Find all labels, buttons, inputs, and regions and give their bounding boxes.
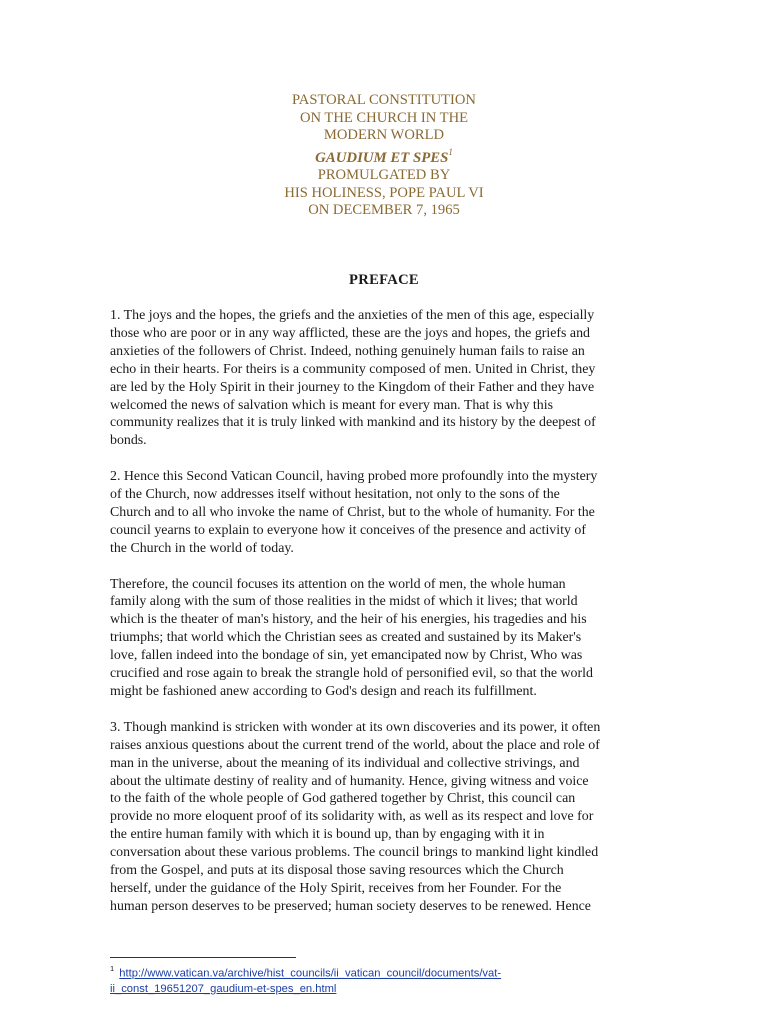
paragraph-line: about the ultimate destiny of reality and of humanity. Hence, giving witness and voice: [110, 773, 589, 789]
footnote-link-continuation[interactable]: ii_const_19651207_gaudium-et-spes_en.html: [110, 982, 337, 995]
body-text: [110, 307, 660, 916]
paragraph-line: raises anxious questions about the current trend of the world, about the place and role of: [110, 737, 600, 753]
latin-title: [0, 145, 768, 168]
paragraph-line: to the faith of the whole people of God gathered together by Christ, this council can: [110, 791, 576, 807]
paragraph: [110, 468, 660, 558]
paragraph: [110, 576, 660, 701]
paragraph-line: triumphs; that world which the Christian sees as created and sustained by its Maker's: [110, 630, 582, 646]
footnote-marker: 1: [110, 964, 115, 973]
paragraph-line: 2. Hence this Second Vatican Council, having probed more profoundly into the mystery: [110, 469, 598, 485]
paragraph-line: 1. The joys and the hopes, the griefs and the anxieties of the men of this age, especially: [110, 308, 595, 323]
title-line-5: PROMULGATED BY: [317, 167, 451, 184]
title-line-7: ON DECEMBER 7, 1965: [308, 202, 460, 219]
title-line-6: HIS HOLINESS, POPE PAUL VI: [284, 184, 484, 201]
latin-title-text: GAUDIUM ET SPES: [315, 149, 449, 166]
paragraph: [110, 719, 660, 916]
footnote-line-2: [110, 982, 670, 997]
paragraph: [110, 307, 660, 450]
paragraph-line: conversation about these various problems. The council brings to mankind light kindled: [110, 845, 599, 861]
paragraph-line: community realizes that it is truly linked with mankind and its history by the deepest of: [110, 415, 596, 431]
footnote: [110, 962, 670, 997]
paragraph-line: man in the universe, about the meaning of its individual and collective strivings, and: [110, 755, 580, 771]
paragraph-line: Therefore, the council focuses its attention on the world of men, the whole human: [110, 576, 566, 592]
paragraph-line: council yearns to explain to everyone how it conceives of the presence and activity of: [110, 522, 586, 538]
title-line-3: MODERN WORLD: [323, 127, 445, 144]
footnote-divider: [110, 957, 296, 958]
paragraph-line: which is the theater of man's history, and the heir of his energies, his tragedies and his: [110, 612, 587, 628]
paragraph-line: herself, under the guidance of the Holy Spirit, receives from her Founder. For the: [110, 880, 562, 896]
paragraph-line: human person deserves to be preserved; human society deserves to be renewed. Hence: [110, 898, 591, 914]
paragraph-line: love, fallen indeed into the bondage of sin, yet emancipated now by Christ, Who was: [110, 648, 583, 664]
footnote-line-1: [110, 962, 670, 982]
paragraph-line: the entire human family with which it is bound up, than by engaging with it in: [110, 827, 545, 843]
title-footnote-marker[interactable]: 1: [448, 146, 453, 157]
footnote-link[interactable]: http://www.vatican.va/archive/hist_councils/ii_vatican_council/documents/vat-: [119, 967, 502, 980]
paragraph-line: anxieties of the followers of Christ. Indeed, nothing genuinely human fails to raise an: [110, 343, 585, 359]
paragraph-line: bonds.: [110, 433, 147, 449]
paragraph-line: family along with the sum of those realities in the midst of which it lives; that world: [110, 594, 578, 610]
paragraph-line: echo in their hearts. For theirs is a community composed of men. United in Christ, they: [110, 361, 596, 377]
paragraph-line: the Church in the world of today.: [110, 540, 294, 556]
document-title-block: [0, 92, 768, 220]
paragraph-line: welcomed the news of salvation which is meant for every man. That is why this: [110, 397, 553, 413]
paragraph-line: 3. Though mankind is stricken with wonder at its own discoveries and its power, it often: [110, 719, 601, 735]
paragraph-line: crucified and rose again to break the strangle hold of personified evil, so that the world: [110, 666, 593, 682]
paragraph-line: might be fashioned anew according to God's design and reach its fulfillment.: [110, 684, 537, 699]
paragraph-line: Church and to all who invoke the name of Christ, but to the whole of humanity. For the: [110, 504, 595, 520]
paragraph-line: from the Gospel, and puts at its disposal those saving resources which the Church: [110, 863, 564, 879]
paragraph-line: of the Church, now addresses itself without hesitation, not only to the sons of the: [110, 487, 560, 503]
paragraph-line: provide no more eloquent proof of its solidarity with, as well as its respect and love for: [110, 809, 594, 825]
paragraph-line: are led by the Holy Spirit in their journey to the Kingdom of their Father and they have: [110, 379, 595, 395]
paragraph-line: those who are poor or in any way afflicted, these are the joys and hopes, the griefs and: [110, 325, 590, 341]
section-heading: PREFACE: [349, 272, 419, 288]
title-line-2: ON THE CHURCH IN THE: [299, 109, 469, 126]
title-line-1: PASTORAL CONSTITUTION: [292, 92, 476, 108]
